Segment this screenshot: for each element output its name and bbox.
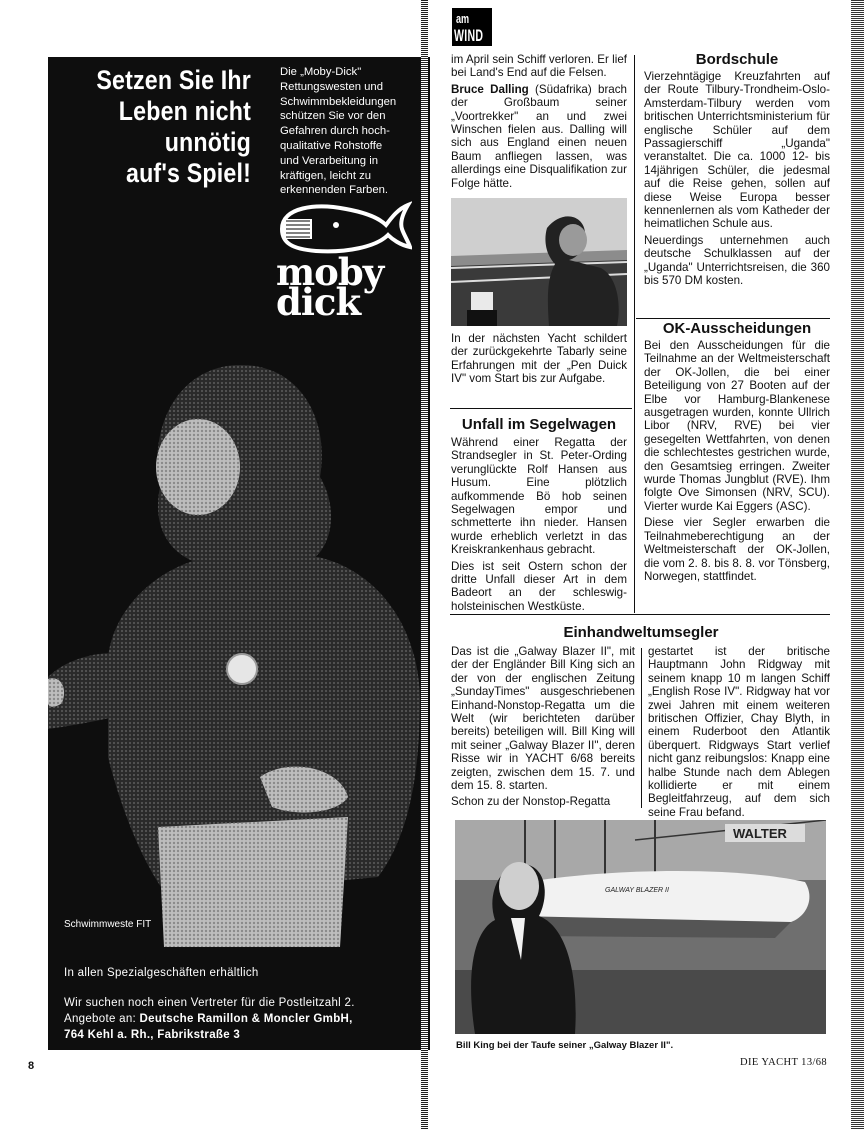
heading-unfall-im-segelwagen: Unfall im Segelwagen (461, 416, 617, 433)
paragraph: Vierzehntägige Kreuzfahrten auf der Route Tilbury-Trondheim-Oslo-Amsterdam-Tilbury werden vom britischen Unterrichtsministerium für englische Schüler auf dem Passagierschiff „Uganda" veranstaltet. Die ca. 1000 12- bis 14jährigen Schüler, die jedesmal auf die Reise gehen, sollen auf diese Weise Europa besser kennenlernen als vom Katheder der heimatlichen Schule aus. (644, 70, 830, 231)
heading-ok-ausscheidungen: OK-Ausscheidungen (662, 320, 812, 337)
galway-blazer-christening-photo (455, 820, 826, 1034)
photo-caption-text (451, 332, 627, 389)
sign-text: WALTER (733, 826, 787, 841)
life-jacket-model-photo (48, 357, 430, 947)
rubric-line2: WIND (454, 26, 484, 45)
ad-headline: Setzen Sie Ihr Leben nicht unnötig auf's Spiel! (96, 65, 251, 188)
paragraph: Dies ist seit Ostern schon der dritte Unfall dieser Art in dem Badeort an der schleswig-holsteinischen Westküste. (451, 559, 627, 613)
ad-photo-caption: Schwimmweste FIT (64, 919, 152, 930)
section-divider (636, 318, 830, 319)
paragraph (451, 83, 627, 190)
paragraph: Diese vier Segler erwarben die Teilnahmeberechtigung an der Weltmeisterschaft der OK-Jollen, die vom 2. 8. bis 8. 8. vor Tönsberg, Norwegen, stattfindet. (644, 516, 830, 583)
center-gutter-rule (421, 0, 428, 1130)
right-edge-rule (851, 0, 864, 1130)
rubric-line1: am (456, 11, 470, 26)
paragraph-text: (Südafrika) brach der Großbaum seiner „Voortrekker" an und zwei Winschen fielen aus. Dalling will sich aus England einen neuen Baum anfliegen lassen, was allerdings eine Disqualifikation zur Folge hätte. (451, 82, 627, 190)
column-divider (641, 648, 642, 808)
moby-dick-advertisement (48, 57, 430, 1050)
bottom-photo-caption: Bill King bei der Taufe seiner „Galway Blazer II". (456, 1040, 674, 1051)
paragraph: Bei den Ausscheidungen für die Teilnahme an der Weltmeisterschaft der OK-Jollen, die bei einer Beteiligung von 27 Booten auf der Elbe vor Hamburg-Blankenese ausgetragen wurden, konnte Ullrich Libor (NRV, RVE) bei vier gesegelten Wettfahrten, von denen die schlechtestes gestrichen wurde, den Gesamtsieg erringen. Zweiter wurde Thomas Jungblut (RVE). Ihm folgte Ove Simonsen (NRV, SCU). Vierter wurde Kai Eggers (ASC). (644, 339, 830, 513)
paragraph: im April sein Schiff verloren. Er lief bei Land's End auf die Felsen. (451, 53, 627, 80)
paragraph: In der nächsten Yacht schildert der zurückgekehrte Tabarly seine Erfahrungen mit der „Pen Duick IV" vom Start bis zur Aufgabe. (451, 332, 627, 386)
brand-wordmark: moby dick (276, 250, 384, 324)
paragraph: gestartet ist der britische Hauptmann John Ridgway mit seinem knapp 10 m langen Schiff „English Rose IV". Ridgway hat vor zwei Jahren mit einem weiteren britischen Offizier, Chay Blyth, in einem Ruderboot den Atlantik überquert. Ridgways Start verlief nicht ganz reibungslos: Knapp eine halbe Stunde nach dem Ablegen kollidierte er mit einem Begleitfahrzeug, auf dem sich seine Frau befand. (648, 645, 830, 819)
person-name: Bruce Dalling (451, 82, 529, 96)
section-divider (450, 408, 632, 409)
am-wind-rubric-logo (452, 8, 492, 46)
ad-contact-company: Deutsche Ramillon & Moncler GmbH, (139, 1013, 353, 1025)
ad-availability: In allen Spezialgeschäften erhältlich (64, 967, 259, 979)
article-column-1-top (451, 53, 627, 193)
yacht-skipper-photo (451, 198, 627, 326)
heading-einhandweltumsegler: Einhandweltumsegler (563, 624, 719, 641)
ad-contact-block (64, 995, 424, 1043)
heading-bordschule: Bordschule (695, 51, 779, 68)
column-divider (634, 55, 635, 613)
ad-contact-line1: Wir suchen noch einen Vertreter für die Postleitzahl 2. (64, 997, 355, 1009)
article-ok-ausscheidungen (644, 339, 830, 586)
paragraph: Während einer Regatta der Strandsegler in St. Peter-Ording verunglückte Rolf Hansen aus Husum. Eine plötzlich aufkommende Bö hob seinen Segelwagen empor und schmetterte ihn nieder. Hansen wurde erheblich verletzt in das Kreiskrankenhaus gebracht. (451, 436, 627, 557)
paragraph: Neuerdings unternehmen auch deutsche Schulklassen auf der „Uganda" Unterrichtsreisen, die 360 bis 570 DM kosten. (644, 233, 830, 288)
ad-contact-prefix: Angebote an: (64, 1013, 140, 1025)
ad-intro-text: Die „Moby-Dick" Rettungswesten und Schwimmbekleidungen schützen Sie vor den Gefahren durch hoch- qualitative Rohstoffe und Verarbeitung in kräftigen, leicht zu erkennenden Farben. (280, 66, 397, 197)
magazine-issue: DIE YACHT 13/68 (740, 1057, 828, 1068)
ad-contact-line2 (64, 1011, 424, 1027)
article-bordschule (644, 70, 830, 291)
paragraph: Schon zu der Nonstop-Regatta (451, 795, 611, 809)
article-unfall (451, 436, 627, 616)
article-einhand-left (451, 645, 635, 812)
article-einhand-right (648, 645, 830, 822)
ad-contact-line3 (64, 1027, 424, 1043)
ad-contact-address: 764 Kehl a. Rh., Fabrikstraße 3 (64, 1029, 241, 1041)
paragraph: Das ist die „Galway Blazer II", mit der der Engländer Bill King sich an der von der englischen Zeitung „SundayTimes" ausgeschriebenen Einhand-Nonstop-Regatta um die Welt (wir berichteten darüber bereits) beteiligen will. Bill King will mit seiner „Galway Blazer II", deren Risse wir in YACHT 6/68 bereits zeigten, zwischen dem 15. 7. und dem 15. 8. starten. (451, 645, 635, 793)
page-number: 8 (28, 1060, 35, 1072)
boat-name-text: GALWAY BLAZER II (605, 887, 669, 894)
